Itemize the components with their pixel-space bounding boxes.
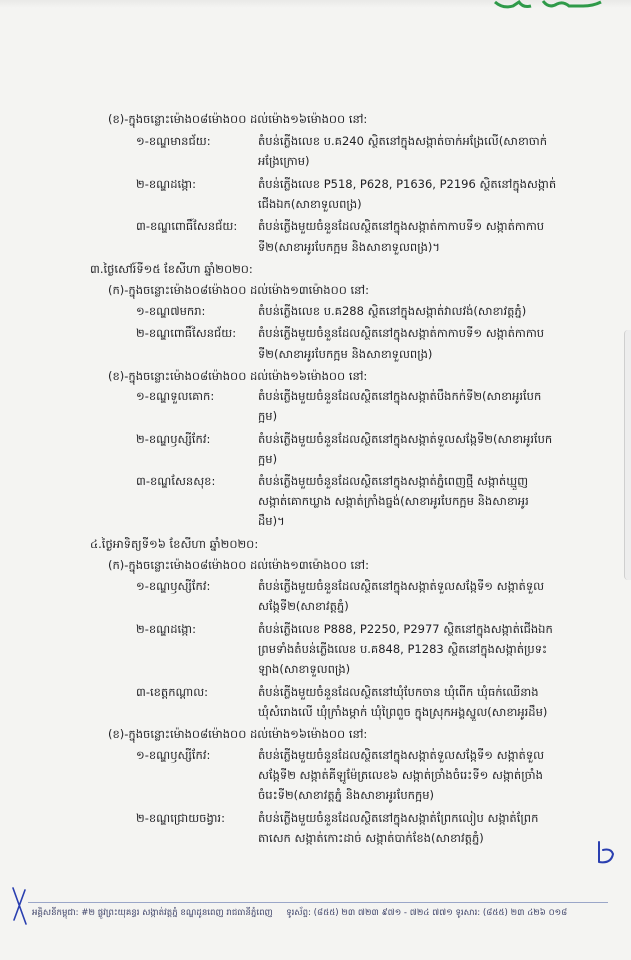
text-line: ១-ខណ្ឌទួលគោក:: [136, 389, 215, 403]
text-line: សង្កែទី២(សាខាវត្តភ្នំ): [258, 599, 349, 613]
text-line: (ខ)-ក្នុងចន្លោះម៉ោង០៨ម៉ោង០០ ដល់ម៉ោង១៦ម៉ោង០០ នៅ:: [108, 727, 368, 741]
text-line: សង្កាត់គោកឃ្លាង សង្កាត់ក្រាំងធ្នង់(សាខាអូរបែកក្អម និងសាខាអូរ: [258, 494, 529, 508]
text-line: ចំរេះទី២(សាខាវត្តភ្នំ និងសាខាអូរបែកក្អម): [258, 788, 435, 802]
text-line: (ខ)-ក្នុងចន្លោះម៉ោង០៨ម៉ោង០០ ដល់ម៉ោង១៦ម៉ោង០០ នៅ:: [108, 369, 368, 383]
text-line: តំបន់ភ្លើងមួយចំនួនដែលស្ថិតនៅក្នុងសង្កាត់ទួលសង្កែទី២(សាខាអូរបែក: [258, 432, 553, 446]
text-line: ឃុំសំរោងលើ ឃុំក្រាំងម្កាក់ ឃុំព្រៃពួច ក្នុងស្រុកអង្គស្នួល(សាខាអូរដឹម): [258, 705, 548, 719]
footer: [32, 908, 622, 920]
handwritten-x-mark-icon: [10, 884, 30, 930]
text-line: ៣.ថ្ងៃសៅរ៍ទី១៥ ខែសីហា ឆ្នាំ២០២០:: [90, 262, 253, 276]
text-line: ក្អម): [258, 409, 278, 423]
text-line: អង្រែក្រោម): [258, 154, 310, 168]
text-line: ទី២(សាខាអូរបែកក្អម និងសាខាទួលពង្រ): [258, 347, 433, 361]
text-line: ១-ខណ្ឌ៧មករា:: [136, 304, 206, 318]
text-line: ក្អម): [258, 452, 278, 466]
text-line: ៣-ខេត្តកណ្ដាល:: [136, 685, 209, 699]
text-line: តំបន់ភ្លើងមួយចំនួនដែលស្ថិតនៅក្នុងសង្កាត់កាកាបទី១ សង្កាត់កាកាប: [258, 219, 545, 233]
text-line: ២-ខណ្ឌជ្រោយចង្វារ:: [136, 811, 225, 825]
text-line: ឡាង(សាខាទួលពង្រ): [258, 662, 351, 676]
text-line: ២-ខណ្ឌដង្កោ:: [136, 622, 196, 636]
text-line: (ក)-ក្នុងចន្លោះម៉ោង០៨ម៉ោង០០ ដល់ម៉ោង១៣ម៉ោង០០ នៅ:: [108, 283, 369, 297]
text-line: តាសេក សង្កាត់កោះដាច់ សង្កាត់បាក់ខែង(សាខាវត្តភ្នំ): [258, 831, 484, 845]
text-line: តំបន់ភ្លើងលេខ ប.គ288 ស្ថិតនៅក្នុងសង្កាត់វាលវង់(សាខាវត្តភ្នំ): [258, 304, 527, 318]
text-line: តំបន់ភ្លើងលេខ P888, P2250, P2977 ស្ថិតនៅក្នុងសង្កាត់ជើងឯក: [258, 622, 553, 636]
text-line: ទី២(សាខាអូរបែកក្អម និងសាខាទួលពង្រ)។: [258, 240, 440, 254]
text-line: តំបន់ភ្លើងមួយចំនួនដែលស្ថិតនៅក្នុងសង្កាត់ភ្នំពេញថ្មី សង្កាត់ឃ្មួញ: [258, 474, 529, 488]
text-line: តំបន់ភ្លើងមួយចំនួនដែលស្ថិតនៅក្នុងសង្កាត់ទួលសង្កែទី១ សង្កាត់ទួល: [258, 579, 545, 593]
text-line: ជើងឯក(សាខាទួលពង្រ): [258, 197, 362, 211]
text-line: ២-ខណ្ឌឫស្សីកែវ:: [136, 432, 211, 446]
text-line: (ខ)-ក្នុងចន្លោះម៉ោង០៨ម៉ោង០០ ដល់ម៉ោង១៦ម៉ោង០០ នៅ:: [108, 112, 368, 126]
text-line: ១-ខណ្ឌឫស្សីកែវ:: [136, 748, 211, 762]
footer-address: អគ្គិសនីកម្ពុជា: #២ ផ្លូវព្រះយុគន្ធរ សង្កាត់វត្តភ្នំ ខណ្ឌដូនពេញ រាជធានីភ្នំពេញ: [32, 908, 273, 918]
scrollbar-edge[interactable]: [624, 330, 631, 580]
text-line: ៣-ខណ្ឌពោធិ៍សែនជ័យ:: [136, 219, 238, 233]
text-line: ៤.ថ្ងៃអាទិត្យទី១៦ ខែសីហា ឆ្នាំ២០២០:: [90, 537, 259, 551]
footer-phone: ទូរស័ព្ទ: (៨៥៥) ២៣ ៧២៣ ៩៧១ - ៧២៤ ៧៧១ ទូរសារ: (៨៥៥) ២៣ ៤២៦ ០១៨: [286, 908, 568, 918]
footer-divider: [28, 902, 608, 903]
text-line: សង្កែទី២ សង្កាត់គីឡូម៉ែត្រលេខ៦ សង្កាត់ច្រាំងចំរេះទី១ សង្កាត់ច្រាំង: [258, 768, 543, 782]
text-line: (ក)-ក្នុងចន្លោះម៉ោង០៨ម៉ោង០០ ដល់ម៉ោង១៣ម៉ោង០០ នៅ:: [108, 558, 369, 572]
text-line: តំបន់ភ្លើងមួយចំនួនដែលស្ថិតនៅក្នុងសង្កាត់កាកាបទី១ សង្កាត់កាកាប: [258, 326, 545, 340]
text-line: តំបន់ភ្លើងលេខ P518, P628, P1636, P2196 ស្ថិតនៅក្នុងសង្កាត់: [258, 177, 557, 191]
text-line: តំបន់ភ្លើងលេខ ប.គ240 ស្ថិតនៅក្នុងសង្កាត់ចាក់អង្រែលើ(សាខាចាក់: [258, 134, 548, 148]
text-line: ដឹម)។: [258, 514, 285, 528]
text-line: ២-ខណ្ឌដង្កោ:: [136, 177, 196, 191]
text-line: ៣-ខណ្ឌសែនសុខ:: [136, 474, 216, 488]
text-line: ១-ខណ្ឌមានជ័យ:: [136, 134, 211, 148]
text-line: ២-ខណ្ឌពោធិ៍សែនជ័យ:: [136, 326, 237, 340]
text-line: តំបន់ភ្លើងមួយចំនួនដែលស្ថិតនៅក្នុងសង្កាត់ទួលសង្កែទី១ សង្កាត់ទួល: [258, 748, 545, 762]
text-line: តំបន់ភ្លើងមួយចំនួនដែលស្ថិតនៅក្នុងសង្កាត់ព្រែកលៀប សង្កាត់ព្រែក: [258, 811, 539, 825]
text-line: ១-ខណ្ឌឫស្សីកែវ:: [136, 579, 211, 593]
text-line: តំបន់ភ្លើងមួយចំនួនដែលស្ថិតនៅឃុំបែកចាន ឃុំពើក ឃុំធក់ឈើនាង: [258, 685, 539, 699]
handwritten-mark-icon: [593, 838, 619, 868]
text-line: ព្រមទាំងតំបន់ភ្លើងលេខ ប.គ848, P1283 ស្ថិតនៅក្នុងសង្កាត់ប្រទះ: [258, 642, 548, 656]
text-line: តំបន់ភ្លើងមួយចំនួនដែលស្ថិតនៅក្នុងសង្កាត់បឹងកក់ទី២(សាខាអូរបែក: [258, 389, 542, 403]
